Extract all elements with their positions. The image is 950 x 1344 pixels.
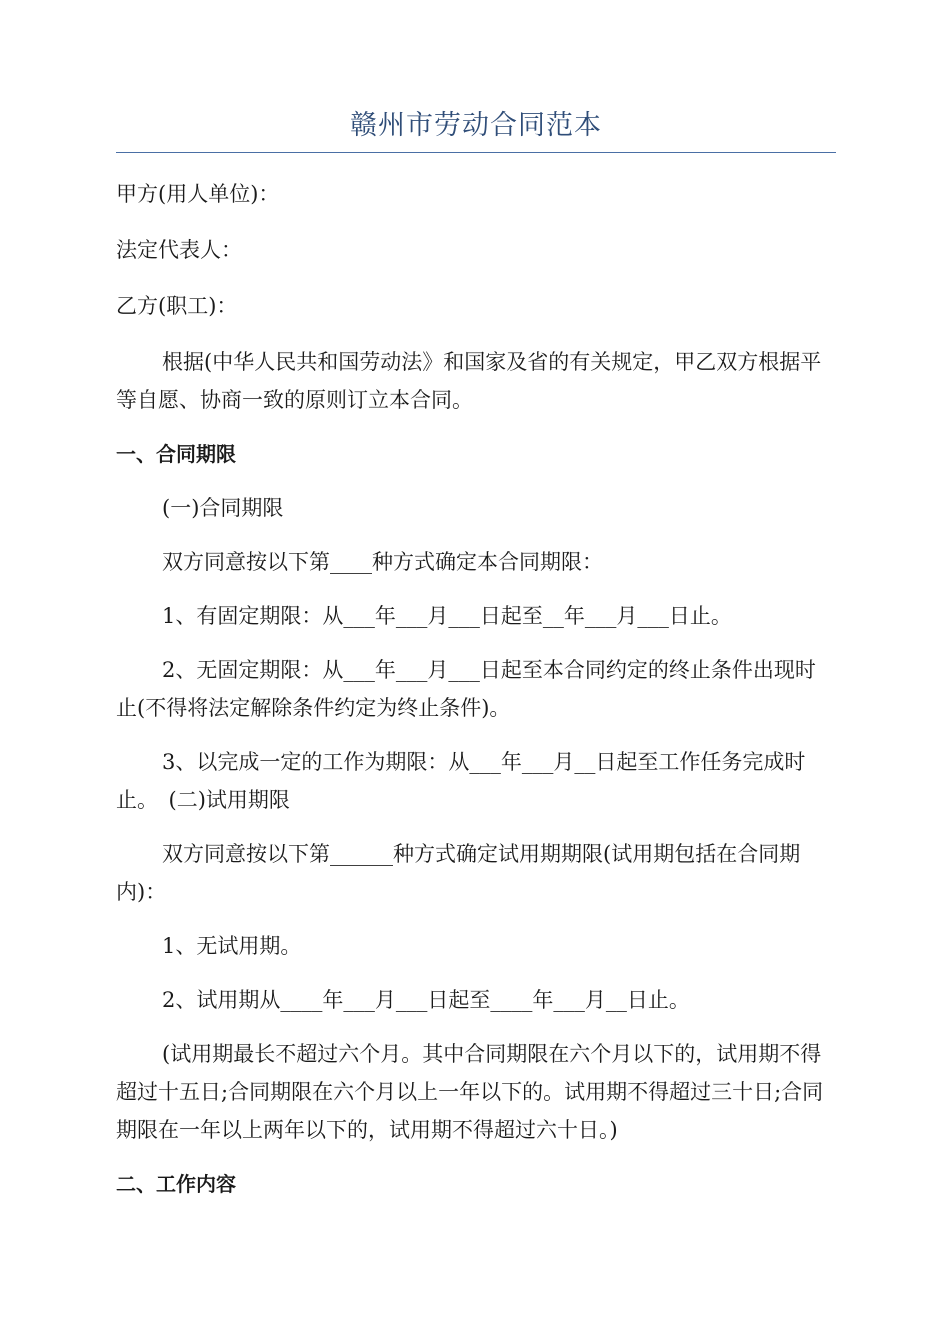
term-option-fixed: 1、有固定期限：从___年___月___日起至__年___月___日止。 [162,604,732,628]
section-heading-term: 一、合同期限 [116,442,236,466]
subsection-title-term: (一)合同期限 [162,496,284,520]
trial-note-paragraph: (试用期最长不超过六个月。其中合同期限在六个月以下的，试用期不得超过十五日;合同期限在六个月以上一年以下的。试用期不得超过三十日;合同期限在一年以上两年以下的，试用期不得超过六十日。) [116,1042,824,1142]
document-page [116,100,836,1203]
legal-rep-line: 法定代表人： [116,238,242,262]
party-b-line: 乙方(职工)： [116,294,238,318]
intro-paragraph: 根据(中华人民共和国劳动法》和国家及省的有关规定，甲乙双方根据平等自愿、协商一致的原则订立本合同。 [116,350,822,412]
term-choice-paragraph: 双方同意按以下第____种方式确定本合同期限： [162,550,603,574]
party-a-line: 甲方(用人单位)： [116,182,280,206]
section-heading-work: 二、工作内容 [116,1172,236,1196]
trial-choice-paragraph: 双方同意按以下第______种方式确定试用期期限(试用期包括在合同期内)： [116,842,801,904]
term-option-task: 3、以完成一定的工作为期限：从___年___月__日起至工作任务完成时止。 (二)试用期限 [116,750,806,812]
trial-option-none: 1、无试用期。 [162,934,302,958]
title-underline [116,152,836,153]
term-option-open: 2、无固定期限：从___年___月___日起至本合同约定的终止条件出现时止(不得将法定解除条件约定为终止条件)。 [116,658,816,720]
document-title: 赣州市劳动合同范本 [350,110,602,141]
trial-option-period: 2、试用期从____年___月___日起至____年___月__日止。 [162,988,690,1012]
